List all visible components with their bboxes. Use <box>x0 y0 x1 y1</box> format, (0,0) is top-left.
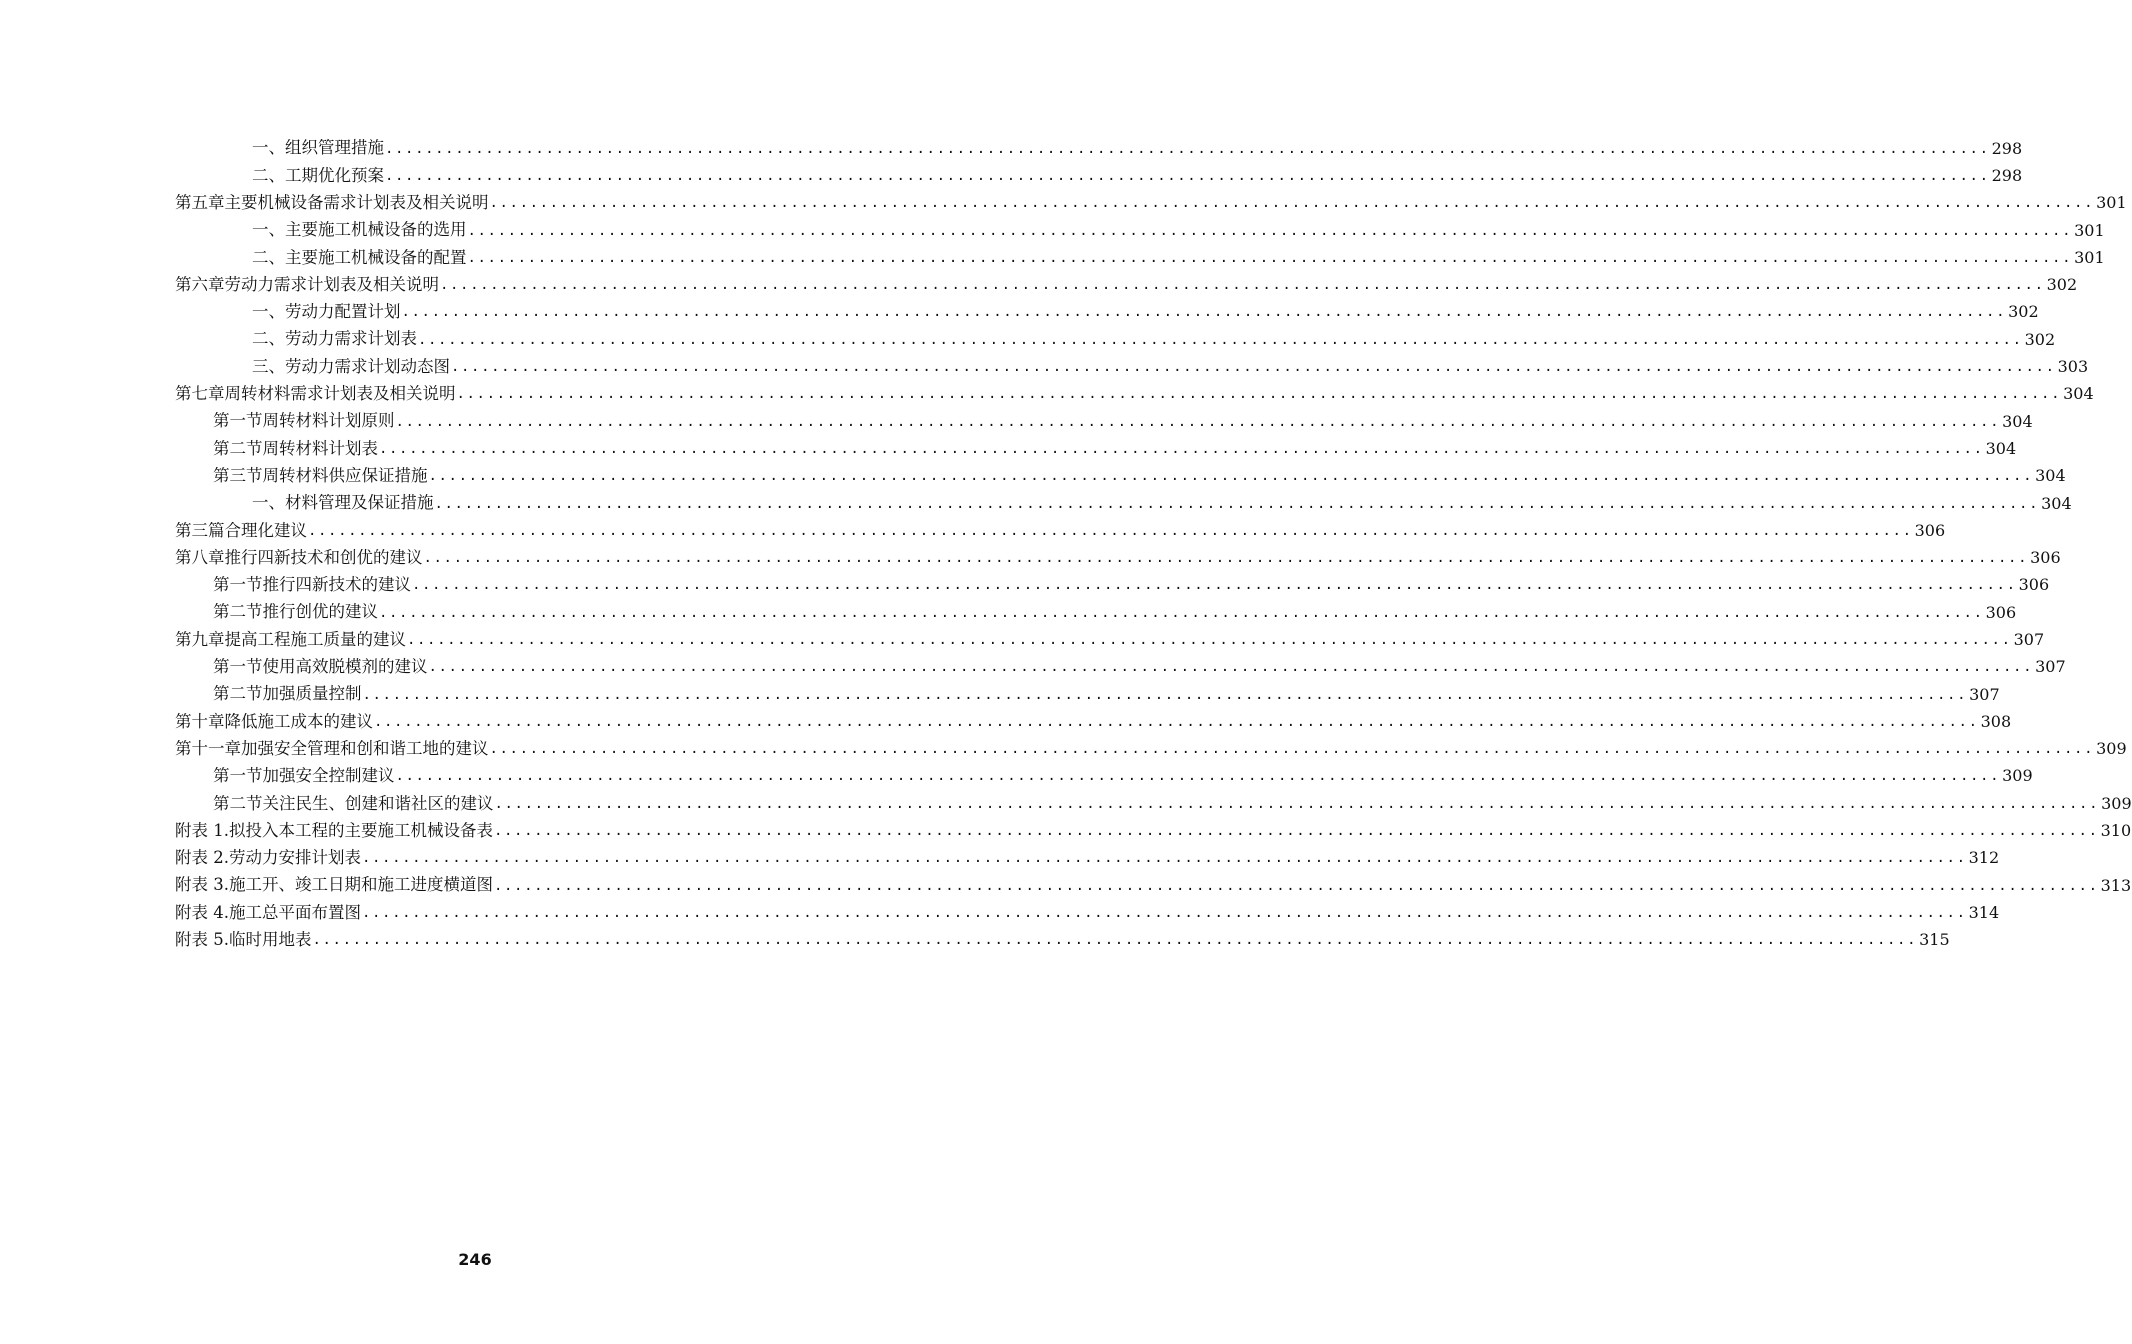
toc-dot-leader: ................................................................................................................................................................ <box>456 386 2062 403</box>
toc-entry[interactable] <box>175 162 2023 189</box>
toc-entry-title: 劳动力需求计划表及相关说明 <box>224 274 439 294</box>
toc-dot-leader: ................................................................................................................................................................ <box>395 413 2001 430</box>
toc-entry-number: 第十一章 <box>175 738 241 758</box>
toc-entry-number: 第五章 <box>175 192 225 212</box>
toc-dot-leader: ................................................................................................................................................................ <box>489 195 2095 212</box>
toc-entry[interactable] <box>175 845 2000 872</box>
toc-dot-leader: ................................................................................................................................................................ <box>308 522 1913 539</box>
toc-entry[interactable] <box>175 381 2094 408</box>
toc-entry-number: 第二节 <box>213 684 263 704</box>
toc-entry-page: 312 <box>1968 848 2000 868</box>
toc-entry-title: 附表 2.劳动力安排计划表 <box>175 848 361 868</box>
toc-entry-title: 加强安全控制建议 <box>262 766 395 786</box>
toc-entry[interactable] <box>175 736 2127 763</box>
toc-entry-page: 303 <box>2057 357 2089 377</box>
toc-entry-page: 301 <box>2074 220 2105 240</box>
toc-dot-leader: ................................................................................................................................................................ <box>379 604 1984 621</box>
toc-entry-title: 提高工程施工质量的建议 <box>224 629 406 649</box>
toc-dot-leader: ................................................................................................................................................................ <box>428 659 2034 676</box>
toc-entry-number: 一、 <box>252 302 285 322</box>
toc-dot-leader: ................................................................................................................................................................ <box>362 904 1967 921</box>
toc-entry-page: 308 <box>1980 711 2012 731</box>
toc-entry-page: 298 <box>1991 165 2023 185</box>
toc-entry-number: 第三节 <box>213 465 263 485</box>
toc-entry[interactable] <box>175 190 2127 217</box>
toc-entry-number: 第八章 <box>175 547 225 567</box>
toc-entry-number: 一、 <box>252 138 285 158</box>
toc-entry-page: 309 <box>2101 793 2132 813</box>
toc-entry-title: 第三篇合理化建议 <box>175 520 307 540</box>
toc-entry[interactable] <box>175 408 2033 435</box>
toc-entry-title: 周转材料计划表 <box>262 438 378 458</box>
toc-dot-leader: ................................................................................................................................................................ <box>494 823 2099 840</box>
toc-entry[interactable] <box>175 790 2132 817</box>
toc-entry-number: 第一节 <box>213 575 263 595</box>
toc-entry-page: 301 <box>2096 193 2127 213</box>
toc-entry-title: 使用高效脱模剂的建议 <box>262 657 428 677</box>
toc-dot-leader: ................................................................................................................................................................ <box>467 222 2073 239</box>
toc-entry-page: 314 <box>1968 902 2000 922</box>
toc-entry[interactable] <box>175 490 2072 517</box>
toc-entry[interactable] <box>175 681 2000 708</box>
toc-entry-title: 附表 3.施工开、竣工日期和施工进度横道图 <box>175 875 493 895</box>
toc-entry-title: 工期优化预案 <box>285 165 384 185</box>
toc-entry-number: 一、 <box>252 493 285 513</box>
toc-dot-leader: ................................................................................................................................................................ <box>451 359 2056 376</box>
toc-entry-title: 加强质量控制 <box>262 684 362 704</box>
toc-entry-number: 二、 <box>252 329 285 349</box>
toc-entry-title: 附表 1.拟投入本工程的主要施工机械设备表 <box>175 820 493 840</box>
toc-entry-title: 推行四新技术的建议 <box>262 575 411 595</box>
toc-entry-page: 304 <box>2063 384 2094 404</box>
toc-dot-leader: ................................................................................................................................................................ <box>385 167 1990 184</box>
toc-entry[interactable] <box>175 435 2017 462</box>
toc-entry-number: 第二节 <box>213 438 263 458</box>
toc-entry-title: 材料管理及保证措施 <box>285 493 434 513</box>
toc-entry-number: 第一节 <box>213 766 263 786</box>
toc-entry-number: 第十章 <box>175 711 225 731</box>
toc-entry-number: 三、 <box>252 356 285 376</box>
toc-dot-leader: ................................................................................................................................................................ <box>434 495 2040 512</box>
toc-entry-page: 304 <box>2041 493 2072 513</box>
toc-entry[interactable] <box>175 872 2132 899</box>
toc-entry-title: 主要施工机械设备的配置 <box>285 247 467 267</box>
toc-entry[interactable] <box>175 544 2061 571</box>
toc-dot-leader: ................................................................................................................................................................ <box>489 741 2095 758</box>
toc-entry-page: 315 <box>1919 930 1950 950</box>
toc-dot-leader: ................................................................................................................................................................ <box>494 795 2100 812</box>
toc-entry-number: 第六章 <box>175 274 225 294</box>
toc-entry[interactable] <box>175 244 2105 271</box>
toc-entry-title: 主要机械设备需求计划表及相关说明 <box>224 192 489 212</box>
toc-entry[interactable] <box>175 708 2012 735</box>
toc-entry-page: 301 <box>2074 247 2105 267</box>
toc-entry[interactable] <box>175 353 2089 380</box>
toc-entry[interactable] <box>175 517 1946 544</box>
toc-entry-number: 第七章 <box>175 384 225 404</box>
toc-entry-title: 关注民生、创建和谐社区的建议 <box>262 793 494 813</box>
toc-dot-leader: ................................................................................................................................................................ <box>494 877 2099 894</box>
toc-dot-leader: ................................................................................................................................................................ <box>467 249 2073 266</box>
toc-dot-leader: ................................................................................................................................................................ <box>362 686 1968 703</box>
toc-entry-number: 一、 <box>252 220 285 240</box>
toc-entry-number: 第一节 <box>213 657 263 677</box>
toc-entry[interactable] <box>175 817 2132 844</box>
toc-dot-leader: ................................................................................................................................................................ <box>401 304 2007 321</box>
toc-entry-title: 加强安全管理和创和谐工地的建议 <box>241 738 489 758</box>
toc-entry-page: 309 <box>2096 739 2127 759</box>
toc-dot-leader: ................................................................................................................................................................ <box>412 577 2017 594</box>
toc-entry[interactable] <box>175 899 2000 926</box>
toc-entry-page: 304 <box>2002 411 2033 431</box>
toc-dot-leader: ................................................................................................................................................................ <box>379 440 1984 457</box>
toc-entry-title: 主要施工机械设备的选用 <box>285 220 467 240</box>
toc-entry-number: 第九章 <box>175 629 225 649</box>
toc-entry-title: 组织管理措施 <box>285 138 384 158</box>
toc-dot-leader: ................................................................................................................................................................ <box>362 850 1967 867</box>
toc-entry-title: 附表 4.施工总平面布置图 <box>175 902 361 922</box>
toc-entry-page: 307 <box>2035 657 2066 677</box>
toc-entry-title: 周转材料需求计划表及相关说明 <box>224 384 456 404</box>
toc-entry-page: 302 <box>2046 275 2078 295</box>
toc-dot-leader: ................................................................................................................................................................ <box>418 331 2023 348</box>
toc-entry[interactable] <box>175 299 2039 326</box>
toc-entry-title: 周转材料计划原则 <box>262 411 395 431</box>
toc-entry-page: 304 <box>1985 438 2017 458</box>
toc-entry[interactable] <box>175 271 2078 298</box>
toc-entry-number: 二、 <box>252 165 285 185</box>
toc-dot-leader: ................................................................................................................................................................ <box>395 768 2001 785</box>
toc-entry-title: 劳动力配置计划 <box>285 302 401 322</box>
toc-entry[interactable] <box>175 763 2033 790</box>
toc-entry-number: 第二节 <box>213 793 263 813</box>
toc-entry[interactable] <box>175 626 2045 653</box>
toc-entry-page: 306 <box>2018 575 2050 595</box>
toc-entry-page: 310 <box>2100 821 2132 841</box>
toc-entry-page: 298 <box>1991 138 2023 158</box>
toc-entry-page: 307 <box>1969 684 2000 704</box>
toc-entry-page: 302 <box>2024 329 2056 349</box>
toc-dot-leader: ................................................................................................................................................................ <box>423 550 2029 567</box>
toc-entry-title: 推行四新技术和创优的建议 <box>224 547 423 567</box>
toc-dot-leader: ................................................................................................................................................................ <box>428 468 2034 485</box>
toc-entry-title: 周转材料供应保证措施 <box>262 465 428 485</box>
toc-entry-page: 306 <box>1914 520 1946 540</box>
toc-entry-title: 劳动力需求计划动态图 <box>285 356 450 376</box>
toc-entry-page: 304 <box>2035 466 2066 486</box>
toc-entry[interactable] <box>175 217 2105 244</box>
toc-entry-page: 302 <box>2008 302 2039 322</box>
toc-entry-number: 第二节 <box>213 602 263 622</box>
toc-dot-leader: ................................................................................................................................................................ <box>407 631 2012 648</box>
toc-entry-title: 附表 5.临时用地表 <box>175 930 312 949</box>
toc-entry-title: 推行创优的建议 <box>262 602 378 622</box>
toc-entry-number: 二、 <box>252 247 285 267</box>
toc-entry-page: 306 <box>2030 548 2061 568</box>
toc-entry-page: 313 <box>2100 875 2132 895</box>
toc-entry-page: 306 <box>1985 602 2017 622</box>
toc-entry[interactable] <box>175 599 2017 626</box>
toc-entry[interactable] <box>175 927 1950 954</box>
page-number: 246 <box>458 1250 492 1269</box>
toc-entry-page: 309 <box>2002 766 2033 786</box>
toc-entry-title: 降低施工成本的建议 <box>224 711 373 731</box>
toc-entry[interactable] <box>175 572 2050 599</box>
toc-dot-leader: ................................................................................................................................................................ <box>374 713 1979 730</box>
toc-dot-leader: ................................................................................................................................................................ <box>440 277 2045 294</box>
toc-entry[interactable] <box>175 463 2066 490</box>
toc-entry-page: 307 <box>2013 629 2045 649</box>
toc-entry[interactable] <box>175 326 2056 353</box>
toc-entry[interactable] <box>175 654 2066 681</box>
toc-dot-leader: ................................................................................................................................................................ <box>312 932 1918 949</box>
toc-entry[interactable] <box>175 135 2023 162</box>
table-of-contents <box>175 135 2132 954</box>
toc-entry-number: 第一节 <box>213 411 263 431</box>
toc-entry-title: 劳动力需求计划表 <box>285 329 417 349</box>
toc-dot-leader: ................................................................................................................................................................ <box>385 140 1990 157</box>
